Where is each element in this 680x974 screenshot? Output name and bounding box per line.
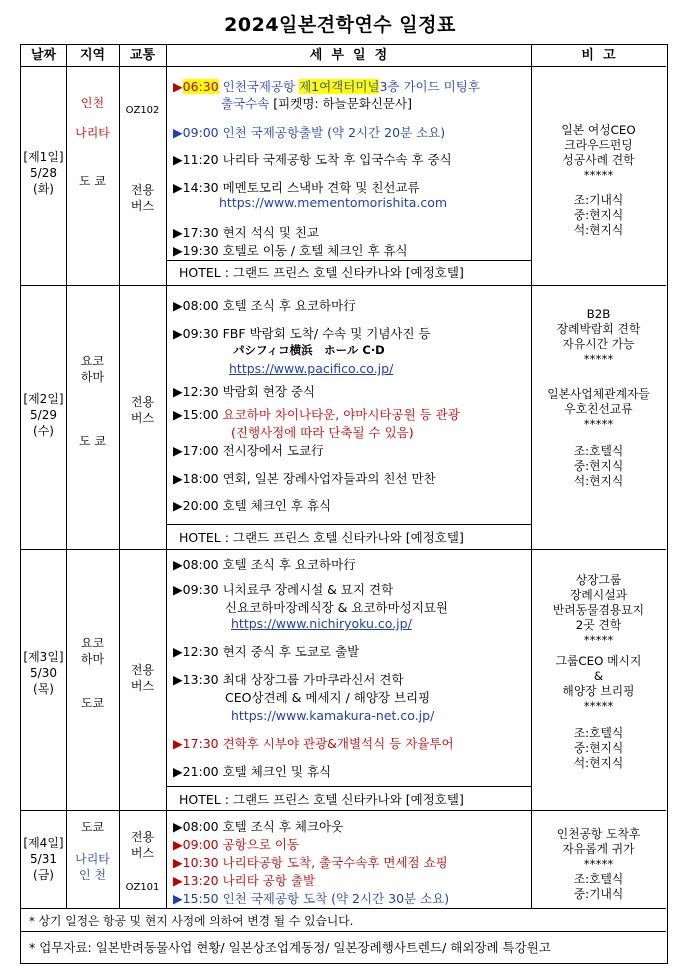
day3-transport-bus [119, 662, 166, 694]
day1-region-tokyo: 도 쿄 [79, 174, 106, 188]
day-date: 5/30 [30, 666, 57, 680]
col-divider [119, 45, 120, 908]
remark-line: 상장그룹 [575, 573, 622, 587]
schedule-item: ▶20:00 호텔 체크인 후 휴식 [173, 498, 332, 513]
day-weekday: (목) [33, 682, 54, 696]
day4-region-narita-incheon [66, 851, 119, 883]
region-line: 하마 [80, 370, 105, 384]
bus-label: 전용 [130, 663, 155, 677]
remark-line: 조:호텔식 [573, 726, 624, 740]
day-weekday: (금) [33, 868, 54, 882]
schedule-item [173, 77, 480, 95]
bus-label: 버스 [130, 846, 155, 860]
region-line: 하마 [80, 652, 105, 666]
day1-transport-bus [119, 182, 166, 214]
item-text: ▶11:20 나리타 국제공항 도착 후 입국수속 후 중식 [173, 152, 452, 167]
remark-line: B2B [586, 307, 611, 321]
schedule-item: ▶17:00 전시장에서 도쿄行 [173, 443, 324, 458]
row-divider [21, 908, 666, 909]
website-link[interactable]: https://www.kamakura-net.co.jp/ [231, 708, 435, 723]
day1-flight: OZ102 [125, 105, 160, 116]
day4-date-cell [21, 835, 66, 883]
day1-region-incheon: 인천 [80, 96, 105, 110]
day-weekday: (수) [33, 424, 54, 438]
day1-region-narita: 나리타 [75, 126, 110, 140]
day3-date-cell [21, 649, 66, 697]
schedule-item: ▶15:50 인천 국제공항 도착 (약 2시간 30분 소요) [173, 891, 450, 906]
remark-line: 조:기내식 [573, 193, 624, 207]
row-divider [21, 549, 666, 550]
region-line: 요코 [80, 636, 105, 650]
schedule-item: ▶21:00 호텔 체크인 및 휴식 [173, 764, 332, 779]
schedule-item: ▶13:30 최대 상장그룹 가마쿠라신서 견학 [173, 672, 404, 687]
schedule-item: ▶19:30 호텔로 이동 / 호텔 체크인 후 휴식 [173, 243, 408, 258]
region-line: 요코 [80, 354, 105, 368]
schedule-item: ▶09:00 공항으로 이동 [173, 837, 300, 852]
schedule-item: CEO상견례 & 메세지 / 해양장 브리핑 [225, 690, 431, 705]
remark-line: 석:현지식 [573, 223, 624, 237]
remark-line: & [593, 669, 604, 683]
remark-line: 장례시설과 [570, 588, 627, 602]
remark-line: 중:현지식 [573, 741, 624, 755]
item-text: 인천국제공항 [218, 79, 300, 94]
region-line: 나리타 [75, 852, 110, 866]
remark-line: 조:호텔식 [573, 872, 624, 886]
remark-line: 반려동물겸용묘지 [552, 603, 645, 617]
arrow-marker: ▶ [173, 79, 183, 94]
website-link[interactable]: https://www.nichiryoku.co.jp/ [231, 616, 412, 631]
schedule-item: ▶12:30 현지 중식 후 도쿄로 출발 [173, 644, 360, 659]
schedule-item: ▶17:30 견학후 시부야 관광&개별석식 등 자율투어 [173, 736, 454, 751]
day2-hotel: HOTEL : 그랜드 프린스 호텔 신타카나와 [예정호텔] [179, 530, 464, 545]
day-weekday: (화) [33, 182, 54, 196]
remark-line: 성공사례 견학 [562, 153, 635, 167]
row-divider [21, 931, 666, 932]
region-line: 인 천 [79, 868, 106, 882]
header-date: 날짜 [30, 48, 57, 63]
item-text: [피켓명: 하늘문화신문사] [269, 96, 412, 111]
item-text: 요코하마 차이나타운, 야마시타공원 등 관광 [222, 407, 460, 422]
remark-line: 일본 여성CEO [561, 123, 636, 137]
page-title: 2024일본견학연수 일정표 [224, 14, 456, 36]
day-label: [제1일] [23, 150, 64, 164]
time-highlight: 06:30 [182, 79, 219, 94]
remark-line: ***** [583, 857, 614, 871]
day2-transport-bus [119, 394, 166, 426]
remark-line: 장례박람회 견학 [556, 322, 641, 336]
schedule-item: ▶09:30 니치료쿠 장례시설 & 묘지 견학 [173, 582, 394, 597]
day1-date-cell [21, 149, 66, 197]
day2-date-cell [21, 391, 66, 439]
hotel-divider [166, 260, 531, 261]
schedule-table [20, 44, 668, 964]
remark-line: 조:호텔식 [573, 444, 624, 458]
item-text: 출국수속 [221, 96, 270, 111]
website-link[interactable]: https://www.mementomorishita.com [219, 195, 448, 210]
day4-remarks [531, 827, 666, 902]
schedule-item: ▶09:30 FBF 박람회 도착/ 수속 및 기념사진 등 [173, 326, 431, 341]
bus-label: 전용 [130, 830, 155, 844]
schedule-item: ▶08:00 호텔 조식 후 체크아웃 [173, 819, 344, 834]
remark-line: 중:기내식 [573, 887, 624, 901]
remark-line: 중:현지식 [573, 208, 624, 222]
day4-transport-bus [119, 829, 166, 861]
day-date: 5/28 [30, 166, 57, 180]
schedule-item [173, 405, 460, 423]
col-divider [166, 45, 167, 908]
day-date: 5/31 [30, 852, 57, 866]
schedule-item: ▶17:30 현지 석식 및 친교 [173, 225, 320, 240]
day2-region-tokyo: 도 쿄 [79, 434, 106, 448]
bus-label: 전용 [130, 395, 155, 409]
hotel-divider [166, 786, 531, 787]
schedule-item: ▶14:30 메멘토모리 스낵바 견학 및 친선교류 [173, 180, 420, 195]
bus-label: 버스 [130, 679, 155, 693]
remark-line: 일본사업체관계자들 [547, 387, 650, 401]
remark-line: 자유시간 가능 [562, 337, 635, 351]
schedule-item: 신요코하마장례식장 & 요코하마성지묘원 [225, 600, 448, 615]
schedule-item: ▶08:00 호텔 조식 후 요코하마行 [173, 298, 356, 313]
day1-hotel: HOTEL : 그랜드 프린스 호텔 신타카나와 [예정호텔] [179, 265, 464, 280]
day2-remarks [531, 307, 666, 489]
remark-line: 2곳 견학 [575, 618, 622, 632]
bus-label: 버스 [130, 199, 155, 213]
bus-label: 버스 [130, 411, 155, 425]
row-divider [21, 810, 666, 811]
remark-line: 자유롭게 귀가 [562, 842, 635, 856]
day-label: [제4일] [23, 836, 64, 850]
footnote-materials: * 업무자료: 일본반려동물사업 현황/ 일본상조업계동정/ 일본장례행사트렌드/ 해외장례 특강원고 [29, 940, 551, 955]
remark-line: ***** [583, 633, 614, 647]
hotel-divider [166, 524, 531, 525]
remark-line: ***** [583, 352, 614, 366]
remark-line: 중:현지식 [573, 459, 624, 473]
remark-line: ***** [583, 417, 614, 431]
row-divider [21, 66, 666, 67]
day-label: [제3일] [23, 650, 64, 664]
bus-label: 전용 [130, 183, 155, 197]
remark-line: ***** [583, 699, 614, 713]
row-divider [21, 285, 666, 286]
item-text: 3층 가이드 미팅후 [379, 79, 480, 94]
day-label: [제2일] [23, 392, 64, 406]
terminal-highlight: 제1여객터미널 [299, 79, 380, 94]
schedule-item: ▶18:00 연회, 일본 장례사업자들과의 친선 만찬 [173, 471, 436, 486]
day3-region-tokyo: 도쿄 [80, 696, 105, 710]
schedule-item: (진행사정에 따라 단축될 수 있음) [231, 425, 414, 440]
day4-region-tokyo: 도쿄 [80, 820, 105, 834]
remark-line: 인천공항 도착후 [556, 827, 641, 841]
schedule-item: ▶09:00 인천 국제공항출발 (약 2시간 20분 소요) [173, 125, 446, 140]
day4-flight: OZ101 [125, 882, 160, 893]
day1-remarks [531, 123, 666, 238]
day2-region-yokohama [66, 353, 119, 385]
header-schedule: 세 부 일 정 [309, 48, 388, 63]
footnote-schedule-change: * 상기 일정은 항공 및 현지 사정에 의하여 변경 될 수 있습니다. [29, 914, 354, 928]
website-link[interactable]: https://www.pacifico.co.jp/ [229, 361, 394, 376]
day3-hotel: HOTEL : 그랜드 프린스 호텔 신타카나와 [예정호텔] [179, 792, 464, 807]
day-date: 5/29 [30, 408, 57, 422]
remark-line: 석:현지식 [573, 474, 624, 488]
venue-name: パシフィコ横浜 ホール C·D [233, 343, 385, 357]
remark-line: 그룹CEO 메시지 [555, 654, 642, 668]
remark-line: 석:현지식 [573, 756, 624, 770]
schedule-item: ▶08:00 호텔 조식 후 요코하마行 [173, 557, 356, 572]
schedule-item: ▶12:30 박람회 현장 중식 [173, 384, 316, 399]
header-region: 지역 [79, 48, 106, 63]
remark-line: ***** [583, 168, 614, 182]
remark-line: 크라우드펀딩 [564, 138, 633, 152]
day3-region-yokohama [66, 635, 119, 667]
remark-line: 해양장 브리핑 [562, 684, 635, 698]
remark-line: 우호친선교류 [564, 402, 633, 416]
day3-remarks [531, 573, 666, 771]
schedule-item [221, 94, 412, 112]
header-remarks: 비 고 [581, 48, 616, 63]
schedule-item [173, 150, 452, 168]
schedule-item: ▶10:30 나리타공항 도착, 출국수속후 면세점 쇼핑 [173, 855, 448, 870]
item-time: ▶15:00 [173, 407, 223, 422]
header-transport: 교통 [129, 48, 156, 63]
schedule-item: ▶13:20 나리타 공항 출발 [173, 873, 316, 888]
